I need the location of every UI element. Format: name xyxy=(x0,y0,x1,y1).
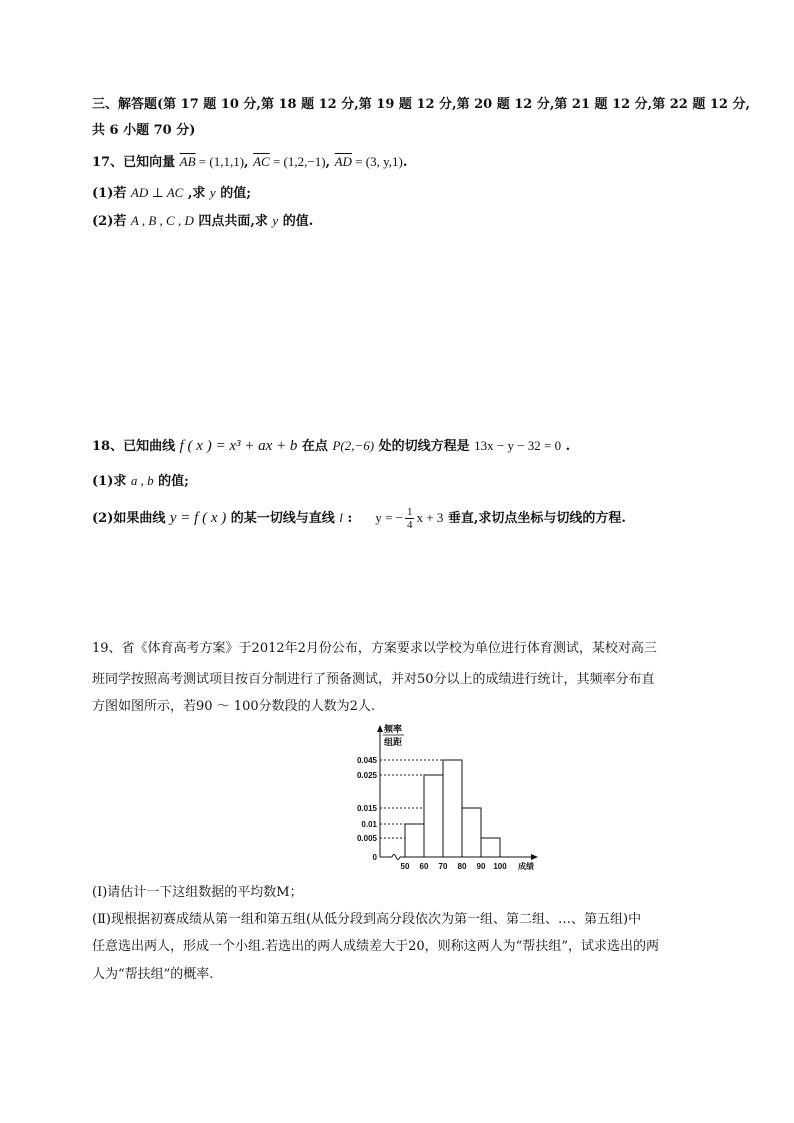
y-axis-label-bottom: 组距 xyxy=(383,737,403,747)
vector-ad: $\overline{AD}$ xyxy=(334,154,352,169)
q18-stem-mid: 在点 xyxy=(297,439,333,454)
x-axis-label: 成绩 xyxy=(518,862,534,871)
vector-ac: $\overline{AC}$ xyxy=(253,154,270,169)
q17-end: . xyxy=(402,155,408,170)
q18-p2-prefix: (2)如果曲线 xyxy=(92,511,170,526)
q19-line3: 方图如图所示，若90 ～ 100分数段的人数为2人. xyxy=(92,699,376,714)
q19-part1: (Ⅰ)请估计一下这组数据的平均数M； xyxy=(92,885,303,900)
y-axis-label-top: 频率 xyxy=(383,724,403,734)
q17-p1-var: y xyxy=(209,185,216,200)
q17-p1-suffix: 的值; xyxy=(215,186,251,201)
histogram-bar xyxy=(443,760,462,857)
q17-p2-prefix: (2)若 xyxy=(92,214,131,229)
y-tick-label: 0.045 xyxy=(356,756,377,765)
line-l-var: l xyxy=(339,510,343,525)
x-tick-label: 50 xyxy=(400,862,410,871)
q17-part2 xyxy=(92,212,313,231)
histogram-bar xyxy=(481,838,500,857)
histogram-bar xyxy=(405,824,424,857)
q19-line1: 19、省《体育高考方案》于2012年2月份公布，方案要求以学校为单位进行体育测试，某校对高三 xyxy=(92,641,657,656)
q18-p1-vars: a , b xyxy=(130,473,154,488)
vector-ad-value: = (3, y,1) xyxy=(351,154,403,169)
q19-part2-line3: 人为“帮扶组”的概率. xyxy=(92,967,214,982)
q17-stem: 17、已知向量 $\overline{AB} = (1,1,1)$, $\overline{AC} = (1,2,-1)$, $\overline{AD} = (3$, y,1). xyxy=(92,154,408,170)
axis-break-icon xyxy=(392,855,400,860)
q18-stem-mid2: 处的切线方程是 xyxy=(374,439,475,454)
frequency-histogram xyxy=(340,722,550,874)
q18-part2 xyxy=(92,506,626,531)
x-tick-label: 60 xyxy=(419,862,429,871)
q17-stem-prefix: 已知向量 xyxy=(123,155,176,170)
vector-ab-value: = (1,1,1) xyxy=(195,154,245,169)
q17-p1-mid: ,求 xyxy=(183,186,210,201)
x-axis-arrow xyxy=(531,854,538,860)
q18-point: P(2,−6) xyxy=(332,438,375,453)
fraction-denominator: 4 xyxy=(406,519,413,531)
q19-part2-line1: (Ⅱ)现根据初赛成绩从第一组和第五组(从低分段到高分段依次为第一组、第二组、…、第五组)中 xyxy=(92,912,642,927)
q17-p2-suffix: 的值. xyxy=(278,214,314,229)
q18-p2-suffix: 垂直,求切点坐标与切线的方程. xyxy=(443,511,626,526)
fraction-one-quarter xyxy=(405,506,415,531)
q17-p2-mid: 四点共面,求 xyxy=(193,214,273,229)
x-tick-label: 100 xyxy=(493,862,507,871)
q18-stem xyxy=(92,437,570,456)
y-tick-label: 0 xyxy=(372,853,377,862)
q18-p1-suffix: 的值; xyxy=(153,474,189,489)
q17-p2-var: y xyxy=(272,213,279,228)
vector-ab: $\overline{AB}$ xyxy=(179,154,196,169)
histogram-bar xyxy=(424,775,443,857)
q17-number: 17、 xyxy=(92,155,124,170)
q18-p2-colon: : xyxy=(342,511,353,526)
y-tick-label: 0.015 xyxy=(356,804,377,813)
q17-p1-prefix: (1)若 xyxy=(92,186,131,201)
y-tick-label: 0.01 xyxy=(361,820,377,829)
q18-line-eq-left: y = − xyxy=(375,510,403,525)
section-heading-cont: 共 6 小题 70 分) xyxy=(92,123,196,138)
y-axis-arrow xyxy=(377,725,383,732)
section-heading: 三、解答题(第 17 题 10 分,第 18 题 12 分,第 19 题 12 分,第 20 题 12 分,第 21 题 12 分,第 22 题 12 分, xyxy=(92,97,751,112)
q18-stem-prefix: 已知曲线 xyxy=(123,439,180,454)
vector-ac-value: = (1,2,−1) xyxy=(269,154,326,169)
x-tick-label: 80 xyxy=(457,862,467,871)
q18-part1 xyxy=(92,472,189,491)
q18-function: f ( x ) = x³ + ax + b xyxy=(179,438,298,454)
q19-part2-line2: 任意选出两人，形成一个小组.若选出的两人成绩差大于20，则称这两人为“帮扶组”，试求选出的两 xyxy=(92,939,659,954)
y-tick-label: 0.005 xyxy=(356,834,377,843)
q18-tangent-eq: 13x − y − 32 = 0 xyxy=(474,438,562,453)
histogram-bar xyxy=(462,808,481,857)
x-tick-label: 70 xyxy=(438,862,448,871)
q18-stem-end: . xyxy=(561,439,571,454)
q17-p2-math: A , B , C , D xyxy=(130,213,194,228)
q18-p1-prefix: (1)求 xyxy=(92,474,131,489)
fraction-numerator: 1 xyxy=(406,506,413,518)
x-tick-label: 90 xyxy=(476,862,486,871)
q18-number: 18、 xyxy=(92,439,124,454)
q19-line2: 班同学按照高考测试项目按百分制进行了预备测试，并对50分以上的成绩进行统计，其频率分布直 xyxy=(92,672,655,687)
q17-part1 xyxy=(92,184,251,203)
q17-p1-math: AD ⊥ AC xyxy=(130,185,184,200)
q18-p2-func: y = f ( x ) xyxy=(169,510,227,526)
q18-p2-mid: 的某一切线与直线 xyxy=(226,511,340,526)
y-tick-label: 0.025 xyxy=(356,771,377,780)
q18-line-eq-right: x + 3 xyxy=(416,510,444,525)
